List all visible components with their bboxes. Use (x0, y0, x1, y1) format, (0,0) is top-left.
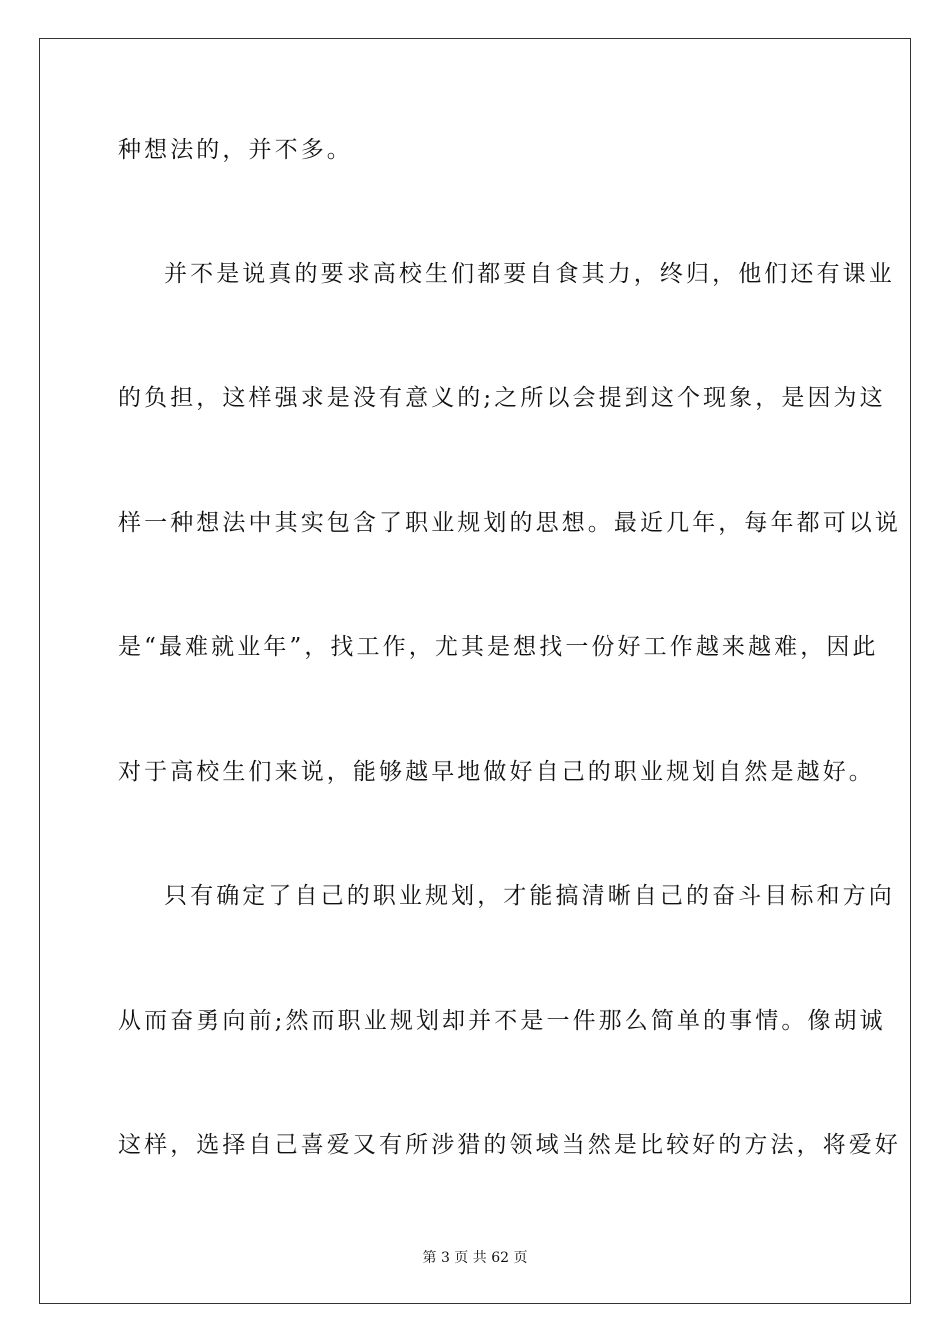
page-border (39, 38, 911, 1304)
paragraph-line: 只有确定了自己的职业规划，才能搞清晰自己的奋斗目标和方向 (164, 883, 895, 909)
paragraph-line: 并不是说真的要求高校生们都要自食其力，终归，他们还有课业 (164, 261, 895, 287)
paragraph-line: 从而奋勇向前;然而职业规划却并不是一件那么简单的事情。像胡诚 (118, 1008, 886, 1034)
paragraph-line: 样一种想法中其实包含了职业规划的思想。最近几年，每年都可以说 (118, 510, 901, 536)
paragraph-line: 是“最难就业年”，找工作，尤其是想找一份好工作越来越难，因此 (118, 634, 879, 660)
paragraph-line: 种想法的，并不多。 (118, 137, 353, 163)
paragraph-line: 这样，选择自己喜爱又有所涉猎的领域当然是比较好的方法，将爱好 (118, 1132, 901, 1158)
page-number-footer: 第 3 页 共 62 页 (422, 1250, 528, 1266)
paragraph-line: 对于高校生们来说，能够越早地做好自己的职业规划自然是越好。 (118, 759, 875, 785)
paragraph-line: 的负担，这样强求是没有意义的;之所以会提到这个现象，是因为这 (118, 385, 886, 411)
